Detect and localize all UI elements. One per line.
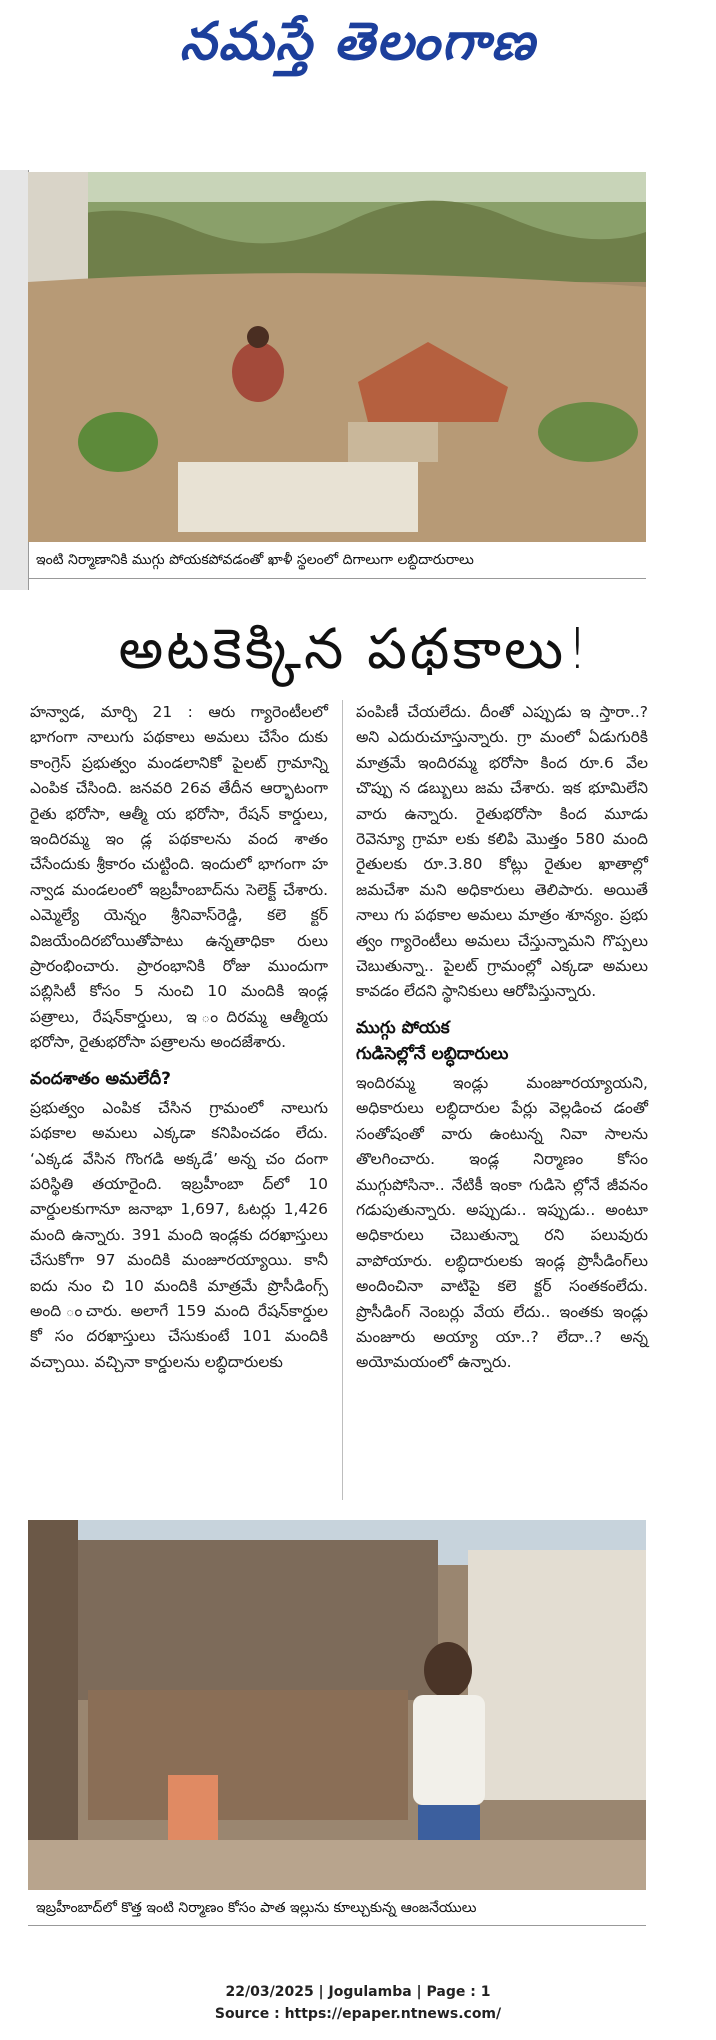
bottom-photo-image [28, 1520, 646, 1890]
article-paragraph-1: హన్వాడ, మార్చి 21 : ఆరు గ్యారెంటీలలో భాగంగా నాలుగు పథకాలు అమలు చేసేం దుకు కాంగ్రెస్ ప్రభుత్వం మండలానికో పైలట్ గ్రామాన్ని ఎంపిక చేసింది. జనవరి 26వ తేదీన ఆర్భాటంగా రైతు భరోసా, ఆత్మీ య భరోసా, రేషన్ కార్డులు, ఇందిరమ్మ ఇం డ్ల పథకాలను వంద శాతం చేసేందుకు శ్రీకారం చుట్టింది. ఇందులో భాగంగా హ న్వాడ మండలంలో ఇబ్రహీంబాద్‌ను సెలెక్ట్ చేశారు. ఎమ్మెల్యే యెన్నం శ్రీనివాస్‌రెడ్డి, కలె క్టర్ విజయేందిరబోయితోపాటు ఉన్నతాధికా రులు ప్రారంభించారు. ప్రారంభానికి రోజు ముందుగా పబ్లిసిటీ కోసం 5 నుంచి 10 మందికి ఇండ్ల పత్రాలు, రేషన్‌కార్డులు, ఇ ందిరమ్మ ఆత్మీయ భరోసా, రైతుభరోసా పత్రాలను అందజేశారు. [30, 703, 328, 1052]
top-photo-image [28, 172, 646, 542]
subhead-line-1: ముగ్గు పోయక [356, 1017, 450, 1038]
top-photo-caption: ఇంటి నిర్మాణానికి ముగ్గు పోయకపోవడంతో ఖాళీ స్థలంలో దిగాలుగా లబ్ధిదారురాలు [36, 552, 474, 568]
subhead-line-2: గుడిసెల్లోనే లబ్ధిదారులు [356, 1043, 509, 1064]
footer-source: Source : https://epaper.ntnews.com/ [214, 2006, 502, 2022]
article-column-1 [30, 700, 328, 1383]
bottom-rule [28, 1925, 646, 1926]
subhead-100-percent: వందశాతం అమలేదీ? [30, 1068, 171, 1089]
article-paragraph-3: పంపిణీ చేయలేదు. దీంతో ఎప్పుడు ఇ స్తారా..? అని ఎదురుచూస్తున్నారు. గ్రా మంలో ఏడుగురికి మాత్రమే ఇందిరమ్మ భరోసా కింద రూ.6 వేల చొప్పు న డబ్బులు జమ చేశారు. ఇక భూమిలేని వారు ఉన్నారు. రైతుభరోసా కింద మూడు రెవెన్యూ గ్రామా లకు కలిపి మొత్తం 580 మంది రైతులకు రూ.3.80 కోట్లు రైతుల ఖాతాల్లో జమచేశా మని అధికారులు తెలిపారు. అయితే నాలు గు పథకాల అమలు మాత్రం శూన్యం. ప్రభు త్వం గ్యారెంటీలు అమలు చేస్తున్నామని గొప్పలు చెబుతున్నా.. పైలట్ గ్రామంల్లో ఎక్కడా అమలు కావడం లేదని స్థానికులు ఆరోపిస్తున్నారు. [356, 703, 648, 1001]
article-paragraph-2: ప్రభుత్వం ఎంపిక చేసిన గ్రామంలో నాలుగు పథకాల అమలు ఎక్కడా కనిపించడం లేదు. ‘ఎక్కడ వేసిన గొంగడి అక్కడే’ అన్న చం దంగా పరిస్థితి తయారైంది. ఇబ్రహీంబా ద్‌లో 10 వార్డులకుగానూ జనాభా 1,697, ఓటర్లు 1,426 మంది ఉన్నారు. 391 మంది ఇండ్లకు దరఖాస్తులు చేసుకోగా 97 మందికి మంజూరయ్యాయి. కానీ ఐదు నుం చి 10 మందికి మాత్రమే ప్రొసీడింగ్స్ అంది ంచారు. అలాగే 159 మంది రేషన్‌కార్డుల కో సం దరఖాస్తులు చేసుకుంటే 101 మందికి వచ్చాయి. వచ్చినా కార్డులను లబ్ధిదారులకు [30, 1098, 328, 1371]
left-frame-shade [0, 170, 28, 590]
headline: అటకెక్కిన పథకాలు! [118, 617, 592, 682]
top-photo [28, 172, 646, 542]
article-column-2 [356, 700, 648, 1384]
subhead-no-muggu [356, 1015, 648, 1067]
caption-rule-top [28, 578, 646, 579]
column-divider [342, 700, 343, 1500]
bottom-photo [28, 1520, 646, 1890]
masthead-title: నమస్తే తెలంగాణ [179, 11, 537, 72]
footer-date-edition: 22/03/2025 | Jogulamba | Page : 1 [225, 1984, 491, 2000]
article-paragraph-4: ఇందిరమ్మ ఇండ్లు మంజూరయ్యాయని, అధికారులు లబ్ధిదారుల పేర్లు వెల్లడించ డంతో సంతోషంతో వారు ఉంటున్న నివా సాలను తొలగించారు. ఇండ్ల నిర్మాణం కోసం ముగ్గుపోసినా.. నేటికీ ఇంకా గుడిసె ల్లోనే జీవనం గడుపుతున్నారు. అప్పుడు.. ఇప్పుడు.. అంటూ అధికారులు చెబుతున్నా రని పలువురు వాపోయారు. లబ్ధిదారులకు ఇండ్ల ప్రొసీడింగ్‌లు అందించినా వాటిపై కలె క్టర్ సంతకంలేదు. ప్రొసీడింగ్ నెంబర్లు వేయ లేదు.. ఇంతకు ఇండ్లు మంజూరు అయ్యా యా..? లేదా..? అన్న అయోమయంలో ఉన్నారు. [356, 1073, 648, 1372]
bottom-photo-caption: ఇబ్రహీంబాద్‌లో కొత్త ఇంటి నిర్మాణం కోసం పాత ఇల్లును కూల్చుకున్న ఆంజనేయులు [36, 1900, 477, 1916]
